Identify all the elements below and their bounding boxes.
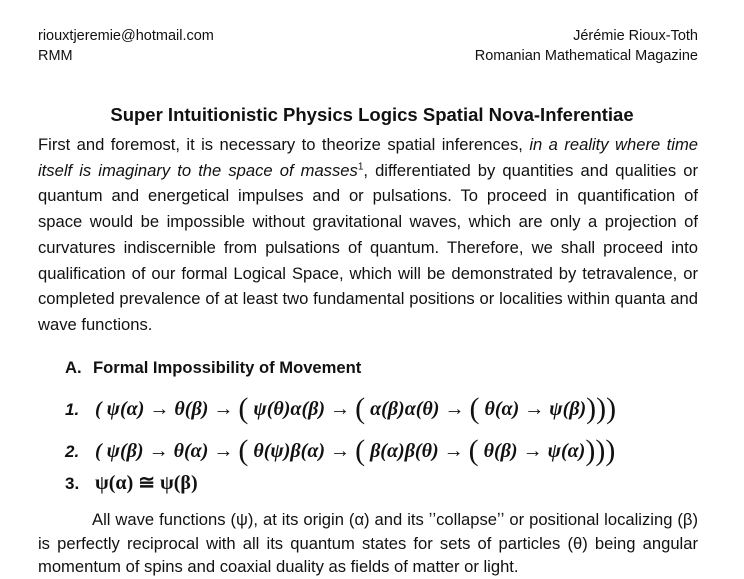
equation-text: ψ(α) ≅ ψ(β) bbox=[95, 472, 198, 494]
big-paren: ( bbox=[355, 392, 366, 425]
equation-number: 3. bbox=[65, 474, 80, 493]
equation-2 bbox=[65, 434, 615, 468]
big-paren: ( bbox=[238, 392, 249, 425]
equation-part: θ(α) → ψ(β) bbox=[479, 398, 587, 420]
equation-number: 1. bbox=[65, 400, 80, 419]
equation-part: ( ψ(α) → θ(β) → bbox=[95, 398, 239, 420]
equation-part: θ(β) → ψ(α) bbox=[478, 440, 586, 462]
body-paragraph: All wave functions (ψ), at its origin (α) and its ʼʼcollapseʼʼ or positional localizing (β) is perfectly reciprocal with all its quantum states for sets of particles (θ) being angular momentum of spins and coaxial duality as fields of matter or light. bbox=[38, 510, 698, 576]
author-name: Jérémie Rioux-Toth bbox=[573, 28, 698, 44]
header-right bbox=[475, 26, 698, 66]
section-label: A. bbox=[65, 358, 82, 377]
document-title: Super Intuitionistic Physics Logics Spatial Nova-Inferentiae bbox=[110, 104, 634, 125]
header-left bbox=[38, 26, 214, 66]
big-paren: ( bbox=[468, 434, 479, 467]
section-title: Formal Impossibility of Movement bbox=[93, 358, 362, 377]
equation-part: θ(ψ)β(α) → bbox=[248, 440, 356, 462]
equation-part: ( ψ(β) → θ(α) → bbox=[95, 440, 239, 462]
big-paren: ( bbox=[238, 434, 249, 467]
section-heading bbox=[65, 358, 361, 378]
equation-number: 2. bbox=[65, 442, 80, 461]
big-paren: ( bbox=[469, 392, 480, 425]
intro-text-start: First and foremost, it is necessary to theorize spatial inferences, bbox=[38, 135, 530, 154]
equation-part: α(β)α(θ) → bbox=[365, 398, 470, 420]
intro-italic-text: in a reality where time itself is imaginary to the space of masses bbox=[38, 135, 698, 180]
closing-parens: ))) bbox=[586, 392, 617, 425]
journal-abbrev: RMM bbox=[38, 48, 73, 64]
footnote-marker: 1 bbox=[357, 161, 364, 173]
intro-text-rest: , differentiated by quantities and qualities or quantum and energetical impulses and or pulsations. To proceed in quantification of space would be impossible without gravitational waves, which are only a projection of curvatures indiscernible from pulsations of quantum. Therefore, we shall proceed into qualification of our formal Logical Space, which will be demonstrated by tetravalence, or completed prevalence of at least two fundamental positions or localities within quanta and wave functions. bbox=[38, 160, 698, 334]
equation-1 bbox=[65, 392, 616, 426]
equation-part: ψ(θ)α(β) → bbox=[248, 398, 356, 420]
journal-name: Romanian Mathematical Magazine bbox=[474, 48, 698, 64]
equation-part: β(α)β(θ) → bbox=[365, 440, 469, 462]
closing-parens: ))) bbox=[585, 434, 616, 467]
big-paren: ( bbox=[355, 434, 366, 467]
equation-3 bbox=[65, 470, 198, 495]
author-email: riouxtjeremie@hotmail.com bbox=[38, 28, 214, 44]
intro-paragraph bbox=[38, 132, 698, 338]
